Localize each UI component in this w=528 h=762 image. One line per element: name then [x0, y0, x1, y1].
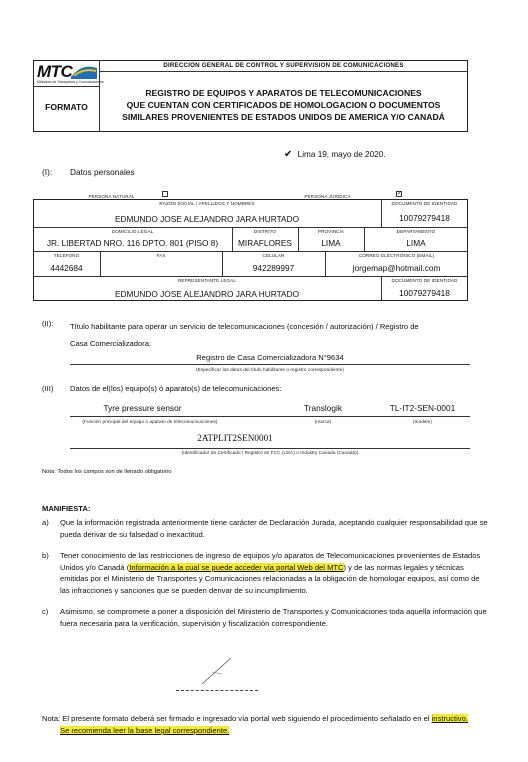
section2-number: (II): — [42, 319, 54, 328]
instructivo-link[interactable]: instructivo. — [431, 714, 468, 723]
representante-label: REPRESENTANTE LEGAL — [178, 278, 236, 283]
telefono-value: 4442684 — [50, 263, 83, 273]
persona-natural-checkbox[interactable] — [162, 191, 168, 197]
section2-title-line1: Título habilitante para operar un servicio de telecomunicaciones (concesión / autorización) / Registro de — [70, 322, 419, 331]
form-title-line2: QUE CUENTAN CON CERTIFICADOS DE HOMOLOGACION O DOCUMENTOS — [126, 100, 441, 110]
manifiesta-c-label: c) — [42, 607, 49, 616]
domicilio-value: JR. LIBERTAD NRO. 116 DPTO. 801 (PISO 8) — [46, 238, 219, 248]
domicilio-label: DOMICILIO LEGAL — [111, 229, 154, 234]
fields-note: Nota: Todos los campos son de llenado obligatorio — [42, 469, 172, 475]
form-title-line3: SIMILARES PROVENIENTES DE ESTADOS UNIDOS DE AMERICA Y/O CANADÁ — [122, 112, 445, 122]
persona-juridica-checkbox[interactable]: ✓ — [397, 191, 403, 197]
signature-line — [176, 690, 258, 691]
section2-value: Registro de Casa Comercializadora N°9634 — [196, 353, 344, 362]
section2-caption: (Especificar los datos del título habilitante o registro correspondiente) — [196, 367, 344, 372]
footer-note-text: Nota: El presente formato deberá ser firmado e ingresado vía portal web siguiendo el procedimiento señalado en el — [42, 714, 432, 723]
marca-caption: (marca) — [314, 419, 332, 424]
signature — [176, 652, 258, 692]
doc-rep-label: DOCUMENTO DE IDENTIDAD — [391, 278, 458, 283]
documento-identidad-label: DOCUMENTO DE IDENTIDAD — [391, 201, 458, 206]
razon-social-label: RAZÓN SOCIAL / APELLIDOS Y NOMBRES — [159, 201, 255, 206]
departamento-label: DEPARTAMENTO — [396, 229, 436, 234]
correo-value: jorgemap@hotmail.com — [352, 263, 441, 273]
manifiesta-b-text — [60, 550, 490, 596]
logo-subtext: Ministerio de Transportes y Comunicaciones — [37, 80, 104, 84]
persona-juridica-label: PERSONA JURIDICA — [304, 194, 351, 199]
direccion-label: DIRECCION GENERAL DE CONTROL Y SUPERVISION DE COMUNICACIONES — [163, 62, 404, 69]
funcion-value: Tyre pressure sensor — [103, 403, 182, 413]
representante-value: EDMUNDO JOSE ALEJANDRO JARA HURTADO — [114, 289, 300, 299]
section1-title: Datos personales — [70, 167, 135, 177]
persona-natural-label: PERSONA NATURAL — [88, 194, 135, 199]
razon-social-value: EDMUNDO JOSE ALEJANDRO JARA HURTADO — [114, 214, 300, 224]
base-legal-link[interactable]: Se recomienda leer la base legal correspondiente. — [60, 726, 230, 735]
manifiesta-b-text-start: Tener conocimiento de las restricciones de ingreso de equipos y/o aparatos de Telecomunicaciones provenientes de Estados Unidos y/o Canadá ( — [60, 551, 481, 572]
manifiesta-c-text: Asimismo, se compromete a poner a disposición del Ministerio de Transportes y Comunicaciones toda aquella información que fuera necesaria para la verificación, supervisión y fiscalización correspondiente. — [60, 607, 487, 628]
formato-label: FORMATO — [45, 102, 88, 112]
form-title — [99, 87, 468, 123]
celular-label: CELULAR — [262, 253, 285, 258]
manifiesta-b-label: b) — [42, 551, 49, 560]
cert-caption: (Identificador de Certificado / Registro de FCC (USA) o Industry Canada (Canadá)) — [181, 450, 359, 455]
manifiesta-b-text-end: ) y de las normas legales y técnicas emitidas por el Ministerio de Transportes y Comunicaciones relacionadas a la obligación de homologar equipos, así como de las infracciones y sanciones que se pueden derivar de su incumplimiento. — [60, 562, 480, 595]
provincia-value: LIMA — [321, 238, 341, 248]
cert-value: 2ATPLIT2SEN0001 — [197, 433, 273, 443]
signature-graphic — [176, 652, 258, 692]
logo-text: MTC — [37, 62, 73, 81]
distrito-value: MIRAFLORES — [238, 238, 292, 248]
fax-label: FAX — [156, 253, 166, 258]
correo-label: CORREO ELECTRÓNICO (EMAIL) — [358, 253, 435, 258]
departamento-value: LIMA — [406, 238, 426, 248]
manifiesta-a-label: a) — [42, 518, 49, 527]
documento-value: 10079279418 — [399, 213, 450, 223]
modelo-caption: (modelo) — [413, 419, 432, 424]
section3-number: (III) — [42, 384, 54, 393]
manifiesta-a-text: Que la información registrada anteriormente tiene carácter de Declaración Jurada, aceptando cualquier responsabilidad que se pueda derivar de su falsedad o inexactitud. — [60, 518, 488, 539]
footer-note — [42, 713, 492, 737]
section2-title — [70, 318, 470, 352]
celular-value: 942289997 — [252, 263, 295, 273]
marca-value: Translogik — [304, 403, 342, 413]
form-title-line1: REGISTRO DE EQUIPOS Y APARATOS DE TELECOMUNICACIONES — [145, 88, 422, 98]
date-line — [284, 149, 386, 160]
doc-rep-value: 10079279418 — [399, 288, 450, 298]
provincia-label: PROVINCIA — [317, 229, 345, 234]
mtc-logo — [36, 62, 104, 86]
modelo-value: TL-IT2-SEN-0001 — [389, 403, 456, 413]
mtc-portal-link[interactable]: Información a la cual se puede acceder vía portal Web del MTC — [129, 562, 344, 572]
distrito-label: DISTRITO — [253, 229, 277, 234]
section2-title-line2: Casa Comercializadora: — [70, 339, 152, 348]
manifiesta-title: MANIFIESTA: — [42, 504, 91, 513]
check-mark-icon: ✔ — [284, 149, 293, 160]
funcion-caption: (Función principal del equipo o aparato de telecomunicaciones) — [82, 419, 218, 424]
section3-title: Datos de el(los) equipo(s) ó aparato(s) de telecomunicaciones: — [70, 384, 282, 393]
telefono-label: TELÉFONO — [53, 253, 80, 258]
section1-number: (I): — [42, 167, 53, 177]
date-text: Lima 19, mayo de 2020. — [297, 150, 386, 159]
